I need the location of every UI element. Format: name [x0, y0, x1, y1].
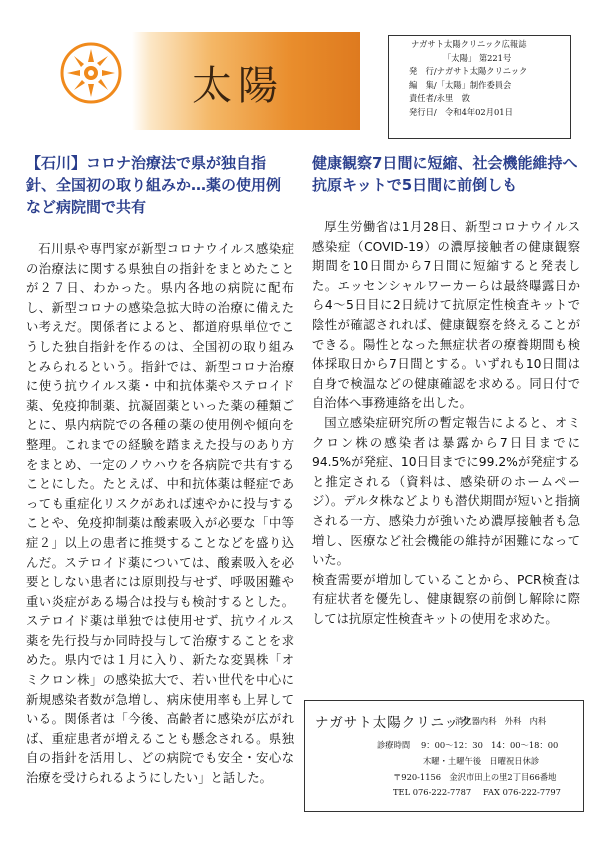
clinic-hours-label: 診療時間 [377, 740, 411, 750]
right-article-paragraph: 国立感染症研究所の暫定報告によると、オミクロン株の感染者は暴露から7日目までに94.5%が発症、10日目までに99.2%が発症すると推定される（資料は、感染研のホームページ）。デルタ株などよりも潜伏期間が短いと指摘される一方、感染力が強いため濃厚接触者も急増し、医療など社会機能の維持が困難になっていた。 [312, 415, 580, 568]
masthead-publication: ナガサト太陽クリニック広報誌 [411, 39, 527, 49]
header-banner [132, 32, 360, 130]
banner-title: 太陽 [192, 63, 284, 109]
clinic-tel: TEL 076-222-7787 [393, 787, 472, 797]
left-article-headline: 【石川】コロナ治療法で県が独自指針、全国初の取り組みか…薬の使用例など病院間で共有 [26, 154, 282, 216]
masthead-issue: 「太陽」 第221号 [443, 52, 512, 63]
sun-logo-icon [58, 40, 124, 106]
clinic-address: 〒920-1156 金沢市田上の里2丁目66番地 [393, 772, 557, 782]
right-article-paragraph: 検査需要が増加していることから、PCR検査は有症状者を優先し、健康観察の前倒し解除に際しては抗原定性検査キットの使用を求めた。 [312, 572, 580, 626]
masthead-responsible: 責任者/永里 敦 [409, 93, 470, 103]
clinic-hours: 9：00～12：30 14：00～18：00 [421, 740, 559, 750]
masthead-editor: 編 集/「太陽」制作委員会 [409, 79, 512, 90]
masthead-publisher: 発 行/ナガサト太陽クリニック [409, 66, 528, 76]
masthead-date: 発行日/ 令和4年02月01日 [409, 106, 513, 117]
left-article [26, 152, 294, 789]
masthead-box [388, 35, 571, 139]
left-article-body [26, 240, 294, 789]
clinic-departments: 消化器内科 外科 内科 [455, 716, 547, 726]
clinic-fax: FAX 076-222-7797 [483, 787, 561, 797]
right-article [312, 152, 580, 629]
clinic-info-box [304, 700, 584, 812]
right-article-body [312, 218, 580, 629]
left-article-paragraph: 石川県や専門家が新型コロナウイルス感染症の治療法に関する県独自の指針をまとめたことが２７日、わかった。県内各地の病院に配布し、新型コロナの感染急拡大時の治療に備えたい考えだ。関係者によると、都道府県単位でこうした独自指針を作るのは、全国初の取り組みとみられるという。指針では、新型コロナ治療に使う抗ウイルス薬・中和抗体薬やステロイド薬、免疫抑制薬、抗凝固薬といった薬の種類ごとに、県内病院での各種の薬の使用例や傾向を整理。これまでの経験を踏まえた投与のあり方をまとめ、一定のノウハウを各病院で共有することにした。たとえば、中和抗体薬は軽症であっても重症化リスクがあれば速やかに投与することや、免疫抑制薬は酸素吸入が必要な「中等症２」以上の患者に推奨することなどを盛り込んだ。ステロイド薬については、酸素吸入を必要としない患者には原則投与せず、呼吸困難や重い炎症がある場合は投与も検討するとした。ステロイド薬は単独では使用せず、抗ウイルス薬を先行投与か同時投与して治療することを求めた。県内では１月に入り、新たな変異株「オミクロン株」の感染拡大で、若い世代を中心に新規感染者数が急増し、病床使用率も上昇している。関係者は「今後、高齢者に感染が広がれば、重症患者が増えることも懸念される。県独自の指針を活用し、どの病院でも安全・安心な治療を受けられるようにしたい」と話した。 [26, 242, 294, 786]
right-article-paragraph: 厚生労働省は1月28日、新型コロナウイルス感染症（COVID-19）の濃厚接触者の健康観察期間を10日間から7日間に短縮すると発表した。エッセンシャルワーカーらは最終曝露日から4～5日目に2日続けて抗原定性検査キットで陰性が確認されれば、健康観察を終えることができる。陽性となった無症状者の療養期間も検体採取日から7日間とする。いずれも10日間は自身で検温などの健康確認を求める。同日付で自治体へ事務連絡を出した。 [312, 220, 580, 411]
clinic-name: ナガサト太陽クリニック [315, 715, 474, 731]
clinic-closed-days: 木曜・土曜午後 日曜祝日休診 [423, 756, 540, 766]
right-article-headline: 健康観察7日間に短縮、社会機能維持へ抗原キットで5日間に前倒しも [312, 154, 578, 194]
